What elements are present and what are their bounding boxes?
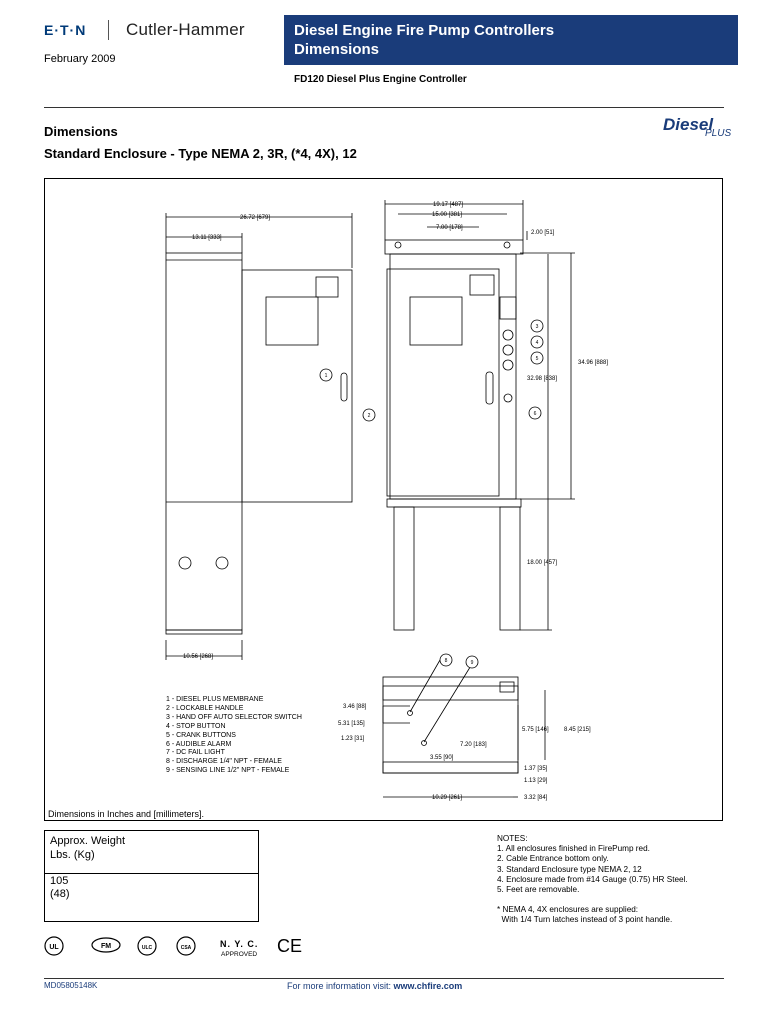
ul-mark-label: UL xyxy=(49,944,59,951)
legend-item: 4 - STOP BUTTON xyxy=(166,722,226,730)
dim-height-cabinet: 32.98 [838] xyxy=(527,376,558,382)
note-item: 2. Cable Entrance bottom only. xyxy=(497,854,609,864)
nyc-approved-label: APPROVED xyxy=(221,951,258,958)
footer-info-prefix: For more information visit: xyxy=(287,981,394,991)
diesel-plus-logo-sub: PLUS xyxy=(705,128,732,139)
legend-item: 9 - SENSING LINE 1/2" NPT - FEMALE xyxy=(166,767,290,775)
dim-front-mid: 15.00 [381] xyxy=(432,212,463,218)
dim-plan-575: 5.75 [146] xyxy=(522,727,549,733)
csa-mark-label: CSA xyxy=(180,945,192,951)
dim-plan-137: 1.37 [35] xyxy=(524,766,548,772)
weight-header-row xyxy=(45,831,258,874)
weight-header xyxy=(50,834,125,862)
dim-plan-123: 1.23 [31] xyxy=(341,736,365,742)
legend-item: 6 - AUDIBLE ALARM xyxy=(166,740,232,748)
dim-plan-332: 3.32 [84] xyxy=(524,795,548,801)
dim-front-overall: 19.17 [487] xyxy=(433,202,464,208)
certification-marks xyxy=(44,935,314,961)
dim-plan-531: 5.31 [135] xyxy=(338,721,365,727)
front-view-leg-left xyxy=(394,507,414,630)
weight-value xyxy=(50,875,70,901)
footer-info xyxy=(287,981,462,991)
weight-label: Approx. Weight xyxy=(50,835,126,847)
dim-plan-355: 3.55 [90] xyxy=(430,755,454,761)
dimension-units-note: Dimensions in Inches and [millimeters]. xyxy=(48,809,205,819)
dim-plan-1029: 10.29 [261] xyxy=(432,795,463,801)
dim-plan-113: 1.13 [29] xyxy=(524,778,548,784)
page-title-line2: Dimensions xyxy=(294,41,380,58)
document-number: MD05805148K xyxy=(44,981,98,990)
callout-8-label: 8 xyxy=(444,658,448,664)
dim-front-right: 2.00 [51] xyxy=(531,230,555,236)
callout-9-label: 9 xyxy=(470,660,474,666)
note-item: 5. Feet are removable. xyxy=(497,885,580,895)
legend-item: 5 - CRANK BUTTONS xyxy=(166,731,236,739)
page-title: Diesel Engine Fire Pump Controllers xyxy=(294,22,555,39)
footer-website-link[interactable]: www.chfire.com xyxy=(393,981,463,991)
dim-front-inner: 7.00 [178] xyxy=(436,225,463,231)
note-item: With 1/4 Turn latches instead of 3 point handle. xyxy=(497,915,673,925)
front-view-cabinet xyxy=(390,254,516,499)
callout-4-label: 4 xyxy=(535,340,539,346)
notes-block xyxy=(497,834,688,926)
callout-3-label: 3 xyxy=(535,324,539,330)
ce-mark-icon: CE xyxy=(277,936,303,956)
fm-mark-label: FM xyxy=(100,943,112,950)
callout-1-label: 1 xyxy=(324,373,328,379)
dim-side-overall: 26.72 [679] xyxy=(240,215,271,221)
legend-item: 1 - DIESEL PLUS MEMBRANE xyxy=(166,696,264,703)
callout-5-label: 5 xyxy=(535,356,539,362)
legend-item: 7 - DC FAIL LIGHT xyxy=(166,749,225,757)
notes-heading: NOTES: xyxy=(497,834,528,843)
legend-item: 2 - LOCKABLE HANDLE xyxy=(166,704,244,712)
dim-plan-845: 8.45 [215] xyxy=(564,727,591,733)
callout-6-label: 6 xyxy=(533,411,537,417)
dim-side-width: 13.11 [333] xyxy=(192,235,222,241)
ulc-mark-label: ULC xyxy=(141,945,153,951)
dim-side-bottom: 10.56 [268] xyxy=(183,654,214,660)
callout-legend xyxy=(166,696,302,776)
note-item: 4. Enclosure made from #14 Gauge (0.75) HR Steel. xyxy=(497,874,688,884)
note-spacer xyxy=(497,895,688,905)
weight-table xyxy=(44,830,259,922)
front-view-leg-right xyxy=(500,507,520,630)
eaton-logo: E·T·N xyxy=(44,22,87,38)
cutler-hammer-logo: Cutler-Hammer xyxy=(126,20,245,39)
weight-unit-label: Lbs. (Kg) xyxy=(50,849,95,861)
side-view-cabinet xyxy=(166,253,242,630)
dim-height-total: 34.96 [888] xyxy=(578,360,609,366)
dim-plan-346: 3.46 [88] xyxy=(343,704,367,710)
callout-2-label: 2 xyxy=(367,413,371,419)
side-view-door xyxy=(242,270,352,502)
diesel-plus-logo: Diesel xyxy=(663,115,714,134)
dim-height-legs: 18.00 [457] xyxy=(527,560,558,566)
conduit-hole-left xyxy=(179,557,191,569)
footer-divider xyxy=(44,978,724,979)
front-view-top-flange xyxy=(385,240,523,254)
legend-item: 8 - DISCHARGE 1/4" NPT - FEMALE xyxy=(166,758,282,766)
product-subtitle: FD120 Diesel Plus Engine Controller xyxy=(294,74,467,85)
note-item: 1. All enclosures finished in FirePump red. xyxy=(497,844,650,854)
weight-kg: (48) xyxy=(50,888,70,900)
publication-date: February 2009 xyxy=(44,53,116,65)
legend-item: 3 - HAND OFF AUTO SELECTOR SWITCH xyxy=(166,713,302,721)
section-subheading: Standard Enclosure - Type NEMA 2, 3R, (*4, 4X), 12 xyxy=(44,146,357,161)
note-item: * NEMA 4, 4X enclosures are supplied: xyxy=(497,905,639,915)
conduit-hole-right xyxy=(216,557,228,569)
nyc-mark-label: N. Y. C. xyxy=(220,939,259,949)
section-heading: Dimensions xyxy=(44,124,118,139)
note-item: 3. Standard Enclosure type NEMA 2, 12 xyxy=(497,864,642,874)
dim-plan-720: 7.20 [183] xyxy=(460,742,487,748)
weight-lbs: 105 xyxy=(50,875,69,887)
